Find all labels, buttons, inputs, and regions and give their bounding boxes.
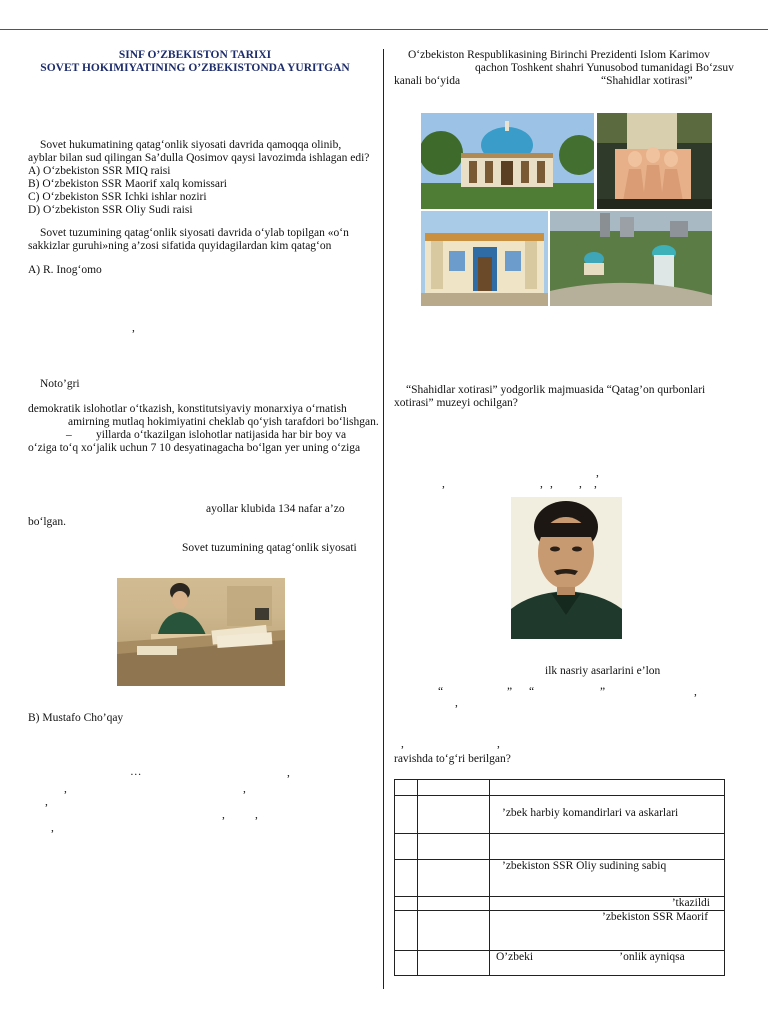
table-cell — [395, 796, 418, 834]
stray-comma: , — [540, 478, 543, 490]
quote-mark: ” — [507, 686, 513, 698]
paragraph2-line2: bo‘lgan. — [28, 516, 67, 528]
paragraph1-line1: demokratik islohotlar o‘tkazish, konstitutsiyaviy monarxiya o‘rnatish — [28, 403, 347, 415]
question2-line2: sakkizlar guruhi»ning a’zosi sifatida quyidagilardan kim qatag‘on — [28, 240, 332, 252]
intro-line3-quote: “Shahidlar xotirasi” — [601, 75, 693, 87]
table-cell — [418, 780, 490, 796]
stray-comma: , — [455, 697, 458, 709]
table-cell — [395, 834, 418, 860]
table-cell — [490, 780, 725, 796]
stray-comma: , — [132, 322, 135, 334]
page-top-rule — [0, 29, 768, 30]
table-cell — [490, 834, 725, 860]
table-cell — [418, 796, 490, 834]
stray-comma: , — [287, 767, 290, 779]
table-cell — [395, 951, 418, 976]
table-cell: ’zbekiston SSR Oliy sudining sabiq — [490, 860, 725, 897]
paragraph1-line4: o‘ziga to‘q xo‘jalik uchun 7 10 desyatinagacha bo‘lgan yer uning o‘ziga — [28, 442, 361, 454]
nasriy-text: ilk nasriy asarlarini e’lon — [545, 665, 661, 677]
table-cell — [395, 780, 418, 796]
question1-line1: Sovet hukumatining qatag‘onlik siyosati davrida qamoqqa olinib, — [40, 139, 342, 151]
table-cell: ’zbek harbiy komandirlari va askarlari — [490, 796, 725, 834]
table-cell — [395, 911, 418, 951]
table-cell — [418, 911, 490, 951]
answer-table — [394, 779, 725, 976]
stray-comma: , — [694, 686, 697, 698]
paragraph1-line2: amirning mutlaq hokimiyatini cheklab qo‘yish tarafdori bo‘lishgan. — [68, 416, 379, 428]
museum-entrance-photo — [421, 211, 548, 306]
intro-line2: qachon Toshkent shahri Yunusobod tumanidagi Bo‘zsuv — [475, 62, 734, 74]
table-row — [395, 834, 725, 860]
question1-line2: ayblar bilan sud qilingan Sa’dulla Qosimov qaysi lavozimda ishlagan edi? — [28, 152, 370, 164]
museum-dome-photo — [421, 113, 594, 209]
stray-comma: , — [255, 809, 258, 821]
stray-comma: , — [442, 478, 445, 490]
question-right-line2: xotirasi” muzeyi ochilgan? — [394, 397, 518, 409]
stray-comma: , — [579, 478, 582, 490]
table-row — [395, 951, 725, 976]
man-portrait-photo — [511, 497, 622, 639]
table-cell — [395, 860, 418, 897]
table-cell — [418, 951, 490, 976]
quote-mark: “ — [438, 686, 444, 698]
question1-option-d: D) O‘zbekiston SSR Oliy Sudi raisi — [28, 204, 193, 216]
woman-at-desk-photo — [117, 578, 285, 686]
stray-comma: , — [243, 783, 246, 795]
noto-label: Noto’gri — [40, 378, 80, 390]
intro-line3: kanali bo‘yida — [394, 75, 461, 87]
memorial-sculpture-photo — [597, 113, 712, 209]
stray-comma: , — [596, 467, 599, 479]
table-row — [395, 911, 725, 951]
table-row — [395, 860, 725, 897]
paragraph3-text: Sovet tuzumining qatag‘onlik siyosati — [182, 542, 357, 554]
page-title-line2: SOVET HOKIMIYATINING O’ZBEKISTONDA YURITGAN — [40, 62, 350, 74]
stray-comma: , — [45, 796, 48, 808]
table-cell — [418, 860, 490, 897]
intro-line1: O‘zbekiston Respublikasining Birinchi Prezidenti Islom Karimov — [408, 49, 710, 61]
ravishda-text: ravishda to‘g‘ri berilgan? — [394, 753, 511, 765]
answer-option-b: B) Mustafo Cho’qay — [28, 712, 124, 724]
quote-mark: ” — [600, 686, 606, 698]
stray-comma: , — [222, 809, 225, 821]
stray-comma: , — [550, 478, 553, 490]
table-row — [395, 796, 725, 834]
stray-comma: , — [51, 822, 54, 834]
question2-line1: Sovet tuzumining qatag‘onlik siyosati davrida o‘ylab topilgan «o‘n — [40, 227, 349, 239]
question1-option-b: B) O‘zbekiston SSR Maorif xalq komissari — [28, 178, 227, 190]
ellipsis-mark: … — [130, 766, 142, 778]
stray-comma: , — [594, 478, 597, 490]
question2-option-a: A) R. Inog‘omo — [28, 264, 102, 276]
paragraph1-dash: – — [66, 429, 72, 441]
question-right-line1: “Shahidlar xotirasi” yodgorlik majmuasida “Qatag’on qurbonlari — [406, 384, 706, 396]
stray-comma: , — [401, 738, 404, 750]
memorial-park-aerial-photo — [550, 211, 712, 306]
quote-mark: “ — [529, 686, 535, 698]
table-row — [395, 897, 725, 911]
table-cell — [418, 897, 490, 911]
column-divider — [383, 49, 384, 989]
table-cell: ’zbekiston SSR Maorif — [490, 911, 725, 951]
paragraph1-line3: yillarda o‘tkazilgan islohotlar natijasida har bir boy va — [96, 429, 347, 441]
table-row — [395, 780, 725, 796]
table-cell: ’tkazildi — [490, 897, 725, 911]
table-cell — [395, 897, 418, 911]
question1-option-a: A) O‘zbekiston SSR MIQ raisi — [28, 165, 171, 177]
table-cell — [418, 834, 490, 860]
question1-option-c: C) O‘zbekiston SSR Ichki ishlar noziri — [28, 191, 207, 203]
stray-comma: , — [64, 783, 67, 795]
page-title-line1: SINF O’ZBEKISTON TARIXI — [118, 49, 272, 61]
stray-comma: , — [497, 738, 500, 750]
paragraph2-line1: ayollar klubida 134 nafar a’zo — [206, 503, 345, 515]
table-cell: O’zbeki ’onlik ayniqsa — [490, 951, 725, 976]
